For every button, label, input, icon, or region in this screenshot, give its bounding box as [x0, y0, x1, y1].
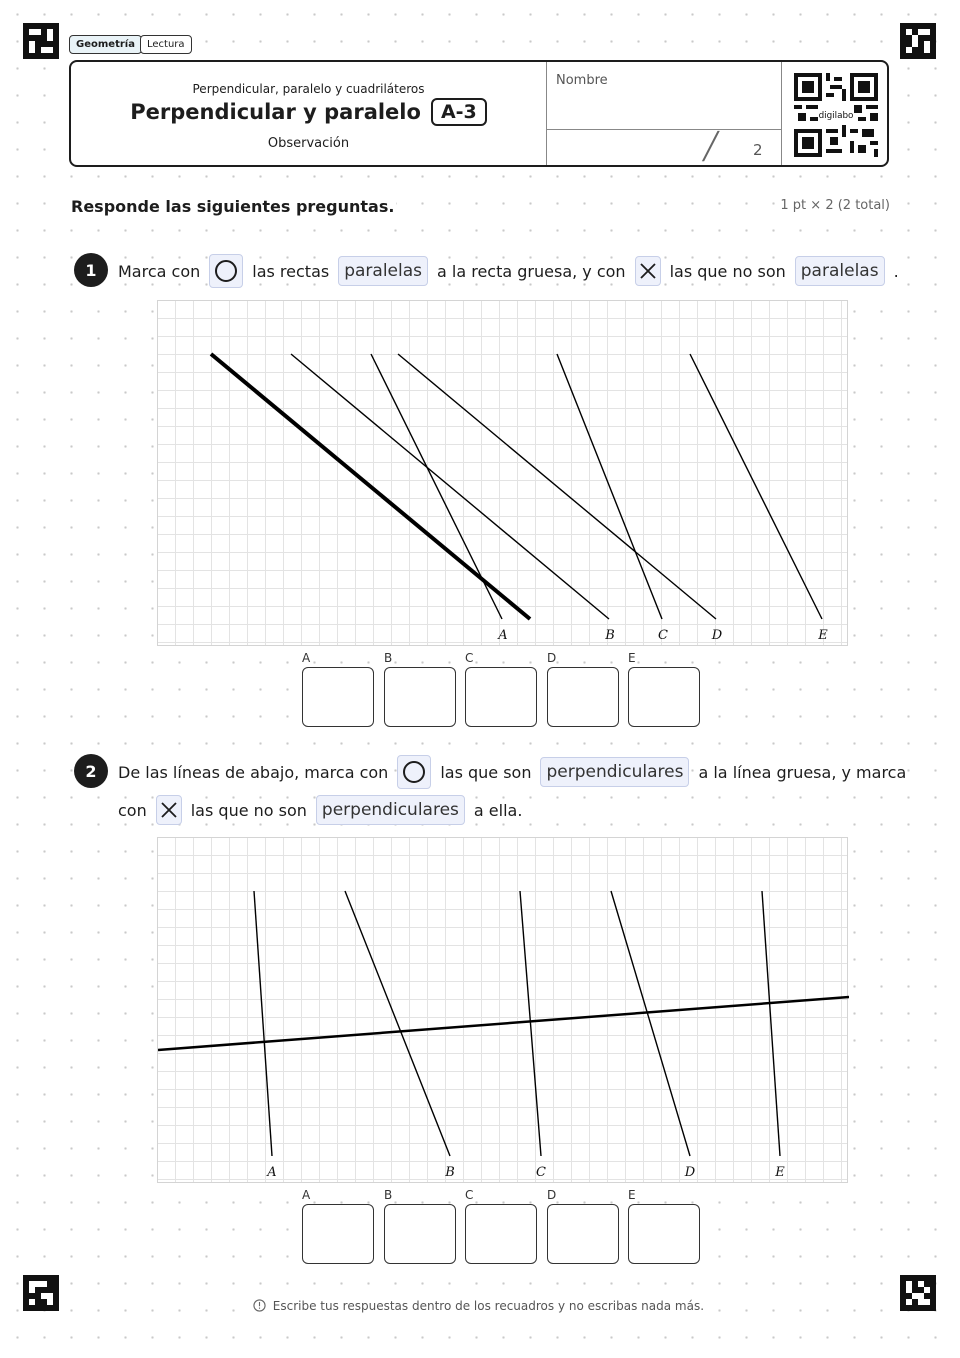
worksheet-category: Observación — [267, 136, 350, 151]
q1-keyword-2: paralelas — [795, 256, 885, 286]
q1-line-label-b: B — [605, 628, 615, 643]
q1-text-a: Marca con — [118, 261, 201, 281]
q2-line-label-d: D — [684, 1165, 696, 1180]
q1-line-label-a: A — [498, 628, 508, 643]
q2-text-a: De las líneas de abajo, marca con — [118, 762, 389, 782]
q2-line-label-b: B — [445, 1165, 455, 1180]
q1-line-label-e: E — [818, 628, 828, 643]
score-slash: ╱ — [703, 132, 719, 162]
q2-line-label-e: E — [775, 1165, 785, 1180]
circle-mark-icon — [209, 254, 243, 288]
question-1-number: 1 — [74, 253, 108, 287]
q1-text-e: . — [893, 261, 899, 281]
q2-line-d — [611, 891, 690, 1156]
corner-marker-top-right — [900, 23, 936, 59]
q1-line-d — [398, 354, 716, 619]
q1-answer-box-e[interactable] — [628, 667, 700, 727]
header-divider-qr — [781, 62, 782, 165]
footer-text: Escribe tus respuestas dentro de los recuadros y no escribas nada más. — [270, 1299, 707, 1313]
q2-box-label-c: C — [465, 1188, 474, 1202]
q1-line-e — [690, 354, 822, 619]
q2-text-e: las que no son — [190, 800, 307, 820]
q2-keyword-1: perpendiculares — [540, 757, 689, 787]
header-divider-score — [546, 129, 781, 130]
circle-mark-icon — [397, 755, 431, 789]
q2-box-label-b: B — [384, 1188, 393, 1202]
q2-box-label-e: E — [628, 1188, 636, 1202]
instructions: Responde las siguientes preguntas. — [71, 197, 395, 216]
title-row — [71, 98, 546, 126]
q1-answer-box-a[interactable] — [302, 667, 374, 727]
worksheet-code: A-3 — [431, 98, 487, 126]
q2-line-label-a: A — [267, 1165, 277, 1180]
q2-box-label-d: D — [547, 1188, 557, 1202]
q2-line-label-c: C — [536, 1165, 546, 1180]
q1-answer-box-b[interactable] — [384, 667, 456, 727]
header-divider — [546, 62, 547, 165]
q2-text-f: a ella. — [473, 800, 523, 820]
info-icon — [253, 1299, 266, 1312]
q2-box-label-a: A — [302, 1188, 311, 1202]
q1-keyword-1: paralelas — [338, 256, 428, 286]
q1-answer-box-c[interactable] — [465, 667, 537, 727]
q1-box-label-a: A — [302, 651, 311, 665]
q2-line-figure — [157, 837, 848, 1183]
q1-box-label-d: D — [547, 651, 557, 665]
q1-line-a — [371, 354, 502, 619]
q1-text-c: a la recta gruesa, y con — [437, 261, 626, 281]
q2-answer-box-c[interactable] — [465, 1204, 537, 1264]
question-2-text-line-1 — [117, 754, 907, 790]
q1-line-figure — [157, 300, 848, 646]
q2-text-d: con — [118, 800, 147, 820]
q1-answer-box-d[interactable] — [547, 667, 619, 727]
points-info: 1 pt × 2 (2 total) — [780, 198, 890, 213]
cross-mark-icon — [635, 256, 661, 286]
worksheet-subtitle: Perpendicular, paralelo y cuadriláteros — [192, 82, 425, 96]
q1-line-c — [557, 354, 662, 619]
cross-mark-icon — [156, 795, 182, 825]
name-label: Nombre — [556, 73, 608, 88]
q1-line-b — [291, 354, 609, 619]
q1-text-b: las rectas — [252, 261, 330, 281]
footer-note — [0, 1299, 960, 1313]
corner-marker-top-left — [23, 23, 59, 59]
score-total: 2 — [753, 141, 763, 159]
qr-label: digilabo — [818, 111, 854, 122]
tag-geometria: Geometría — [69, 35, 142, 54]
q1-text-d: las que no son — [669, 261, 786, 281]
question-2-text-line-2 — [117, 794, 523, 826]
q2-answer-box-b[interactable] — [384, 1204, 456, 1264]
q2-answer-box-e[interactable] — [628, 1204, 700, 1264]
q2-text-b: las que son — [440, 762, 532, 782]
q1-line-label-d: D — [711, 628, 723, 643]
q2-answer-box-a[interactable] — [302, 1204, 374, 1264]
qr-code-icon — [794, 73, 878, 157]
worksheet-title: Perpendicular y paralelo — [130, 100, 421, 124]
q1-box-label-e: E — [628, 651, 636, 665]
q1-box-label-c: C — [465, 651, 474, 665]
q2-line-a — [254, 891, 272, 1156]
question-2-number: 2 — [74, 754, 108, 788]
q1-box-label-b: B — [384, 651, 393, 665]
tag-lectura: Lectura — [140, 35, 192, 54]
q2-line-e — [762, 891, 780, 1156]
header-box — [69, 60, 889, 167]
q2-line-b — [345, 891, 450, 1156]
question-1-text — [117, 253, 900, 289]
q2-line-c — [520, 891, 541, 1156]
q2-keyword-2: perpendiculares — [316, 795, 465, 825]
q1-line-label-c: C — [658, 628, 668, 643]
q2-text-c: a la línea gruesa, y marca — [698, 762, 907, 782]
q2-answer-box-d[interactable] — [547, 1204, 619, 1264]
